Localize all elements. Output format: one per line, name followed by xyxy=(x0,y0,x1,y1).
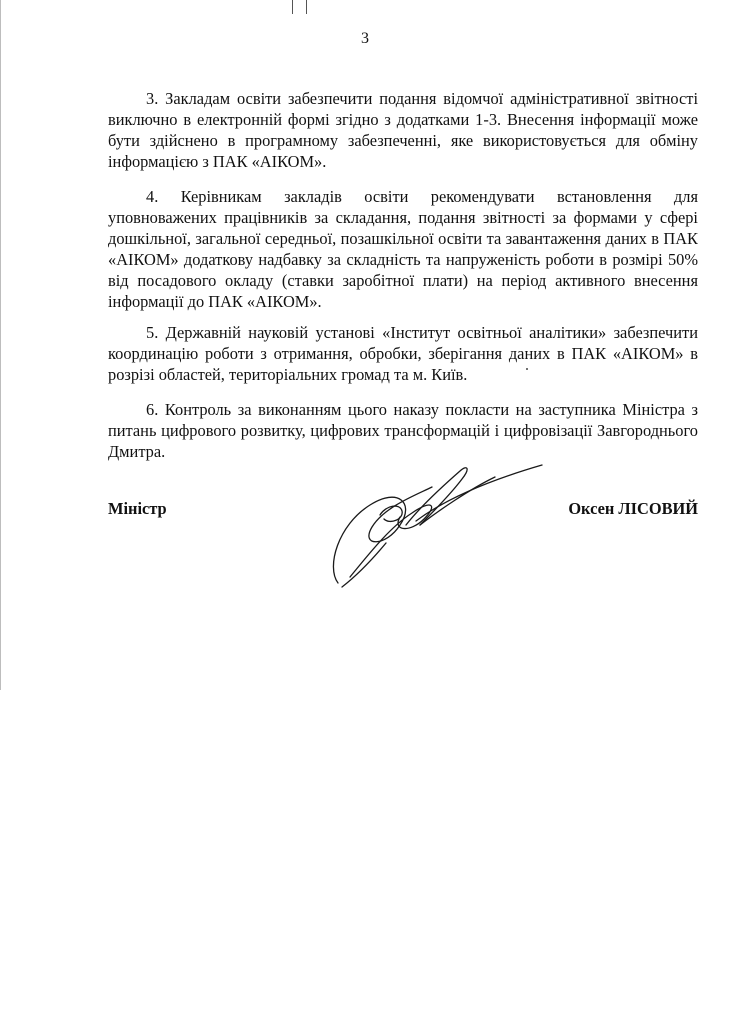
paragraph-6: 6. Контроль за виконанням цього наказу покласти на заступника Міністра з питань цифрового розвитку, цифрових трансформацій і цифровізації Завгороднього Дмитра. xyxy=(108,400,698,461)
signatory-title: Міністр xyxy=(108,499,167,518)
page-edge-shadow xyxy=(0,0,1,690)
scan-mark xyxy=(306,0,307,14)
paragraph-5: 5. Державній науковій установі «Інститут освітньої аналітики» забезпечити координацію роботи з отримання, обробки, зберігання даних в ПАК «АІКОМ» в розрізі областей, територіальних громад та м. Київ. xyxy=(108,323,698,384)
scan-speck xyxy=(526,368,528,370)
handwritten-signature xyxy=(320,455,550,595)
paragraph-4: 4. Керівникам закладів освіти рекомендувати встановлення для уповноважених працівників за складання, подання звітності за формами у сфері дошкільної, загальної середньої, позашкільної освіти та завантаження даних в ПАК «АІКОМ» додаткову надбавку за складність та напруженість роботи в розмірі 50% від посадового окладу (ставки заробітної плати) на період активного внесення інформації до ПАК «АІКОМ». xyxy=(108,187,698,311)
signatory-name: Оксен ЛІСОВИЙ xyxy=(568,499,698,518)
scan-mark xyxy=(292,0,293,14)
paragraph-3: 3. Закладам освіти забезпечити подання відомчої адміністративної звітності виключно в електронній формі згідно з додатками 1-3. Внесення інформації може бути здійснено в програмному забезпеченні, яке використовується для обміну інформацією з ПАК «АІКОМ». xyxy=(108,89,698,171)
page-number: 3 xyxy=(361,30,369,47)
